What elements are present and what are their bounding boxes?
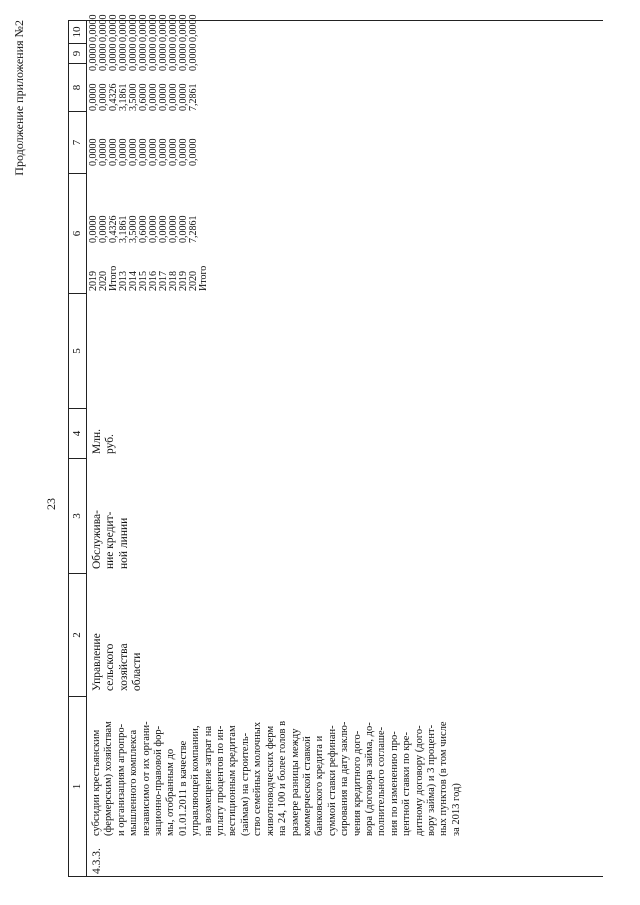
col8-cell: 0,4326 <box>108 83 119 111</box>
col7-cell: 0,0000 <box>138 138 149 166</box>
col6-cell: 0,0000 <box>98 215 109 243</box>
description-line: мы, отобранным до <box>165 748 177 836</box>
description-line: 01.01.2011 в качестве <box>177 740 189 836</box>
col8-cell: 3,1861 <box>118 83 129 111</box>
col7-cell: 0,0000 <box>188 138 199 166</box>
executor-line: Управление <box>91 633 103 691</box>
header-col-5: 5 <box>69 293 86 408</box>
appendix-label: Продолжение приложения №2 <box>12 20 26 176</box>
col7-cell: 0,0000 <box>108 138 119 166</box>
description-line: полнительного соглаше- <box>376 726 388 836</box>
description-line: чения кредитного дого- <box>351 730 363 836</box>
description-line: суммой ставки рефинан- <box>326 725 338 836</box>
header-col-1: 1 <box>69 696 86 876</box>
year-cell: 2017 <box>158 271 169 291</box>
description-line: вора (договора займа, до- <box>363 722 375 836</box>
col8-cell: 0,0000 <box>158 83 169 111</box>
year-cell: 2014 <box>128 271 139 291</box>
description-line: (фермерским) хозяйствам <box>103 721 115 836</box>
col8-cell: 0,0000 <box>148 83 159 111</box>
description-line: и организациям агропро- <box>115 723 127 836</box>
year-cell: 2019 <box>178 271 189 291</box>
description-line: мышленного комплекса <box>128 729 140 836</box>
unit-line: Млн. <box>91 429 103 454</box>
col6-cell: 3,5000 <box>128 215 139 243</box>
header-col-9: 9 <box>69 43 86 63</box>
col9-values <box>89 41 199 71</box>
header-col-3: 3 <box>69 458 86 573</box>
header-col-2: 2 <box>69 573 86 696</box>
header-col-10: 10 <box>71 26 83 38</box>
description-line: центной ставки по кре- <box>401 732 413 836</box>
col7-cell: 0,0000 <box>128 138 139 166</box>
description-line: размере разницы между <box>289 728 301 836</box>
col9-cell: 0,0000 <box>108 43 119 71</box>
header-col-4: 4 <box>69 408 86 458</box>
description-line: (займам) на строитель- <box>239 732 251 836</box>
description-line: зационно-правовой фор- <box>153 725 165 836</box>
col8-cell: 3,5000 <box>128 83 139 111</box>
col8-cell: 0,0000 <box>168 83 179 111</box>
col9-cell: 0,0000 <box>128 43 139 71</box>
page-number: 23 <box>44 498 58 510</box>
col10-values <box>88 14 199 42</box>
col6-cell: 3,1861 <box>118 215 129 243</box>
col6-cell: 0,4326 <box>108 215 119 243</box>
col6-cell: 7,2861 <box>188 215 199 243</box>
description-line: ных пунктов (в том числе <box>438 721 450 836</box>
years-list <box>89 251 209 291</box>
col9-cell: 0,0000 <box>118 43 129 71</box>
year-cell: 2016 <box>148 271 159 291</box>
col6-cell: 0,0000 <box>168 215 179 243</box>
description-line: сирования на дату заклю- <box>339 721 351 836</box>
table-header <box>69 21 87 876</box>
description-line: на 24, 100 и более голов в <box>277 720 289 836</box>
col7-cell: 0,0000 <box>168 138 179 166</box>
year-cell: Итого <box>198 265 209 291</box>
description-line: вестиционным кредитам <box>227 725 239 836</box>
header-col-6: 6 <box>69 173 86 293</box>
col10-cell: 0,0000 <box>88 14 99 42</box>
col9-cell: 0,0000 <box>88 43 99 71</box>
col9-cell: 0,0000 <box>148 43 159 71</box>
description-line: независимо от их органи- <box>140 721 152 836</box>
year-cell: 2013 <box>118 271 129 291</box>
row-expense-type <box>91 459 131 569</box>
col8-cell: 0,0000 <box>178 83 189 111</box>
col9-cell: 0,0000 <box>138 43 149 71</box>
expense-line: Обслужива- <box>91 510 103 569</box>
description-line: дитному договору (дого- <box>413 725 425 836</box>
col8-cell: 0,6000 <box>138 83 149 111</box>
col7-cell: 0,0000 <box>178 138 189 166</box>
description-line: уплату процентов по ин- <box>215 725 227 836</box>
description-line: коммерческой ставкой <box>301 736 313 836</box>
col7-cell: 0,0000 <box>158 138 169 166</box>
col6-values <box>89 183 199 243</box>
col9-cell: 0,0000 <box>98 43 109 71</box>
expense-line: ние кредит- <box>104 511 117 569</box>
year-cell: 2019 <box>88 271 99 291</box>
col9-cell: 0,0000 <box>168 43 179 71</box>
year-cell: 2015 <box>138 271 149 291</box>
col10-cell: 0,0000 <box>148 14 159 42</box>
executor-line: сельского <box>104 643 117 691</box>
expense-line: ной линии <box>117 517 130 569</box>
year-cell: Итого <box>108 265 119 291</box>
col9-cell: 0,0000 <box>158 43 169 71</box>
year-cell: 2018 <box>168 271 179 291</box>
executor-line: области <box>130 652 143 691</box>
col10-cell: 0,0000 <box>188 14 199 42</box>
col8-cell: 7,2861 <box>188 83 199 111</box>
col10-cell: 0,0000 <box>138 14 149 42</box>
executor-line: хозяйства <box>117 643 130 691</box>
description-line: субсидии крестьянским <box>91 729 102 836</box>
col6-cell: 0,0000 <box>178 215 189 243</box>
col10-cell: 0,0000 <box>158 14 169 42</box>
row-unit <box>91 409 118 454</box>
col7-values <box>89 111 199 166</box>
description-line: управляющей компании, <box>190 725 202 836</box>
unit-line: руб. <box>104 434 117 454</box>
row-description <box>91 694 463 836</box>
col7-cell: 0,0000 <box>148 138 159 166</box>
col6-cell: 0,0000 <box>158 215 169 243</box>
col9-cell: 0,0000 <box>188 43 199 71</box>
col7-cell: 0,0000 <box>88 138 99 166</box>
data-table <box>68 14 603 877</box>
col8-cell: 0,0000 <box>98 83 109 111</box>
col10-cell: 0,0000 <box>118 14 129 42</box>
col7-cell: 0,0000 <box>98 138 109 166</box>
col6-cell: 0,0000 <box>88 215 99 243</box>
year-cell: 2020 <box>98 271 109 291</box>
header-col-8: 8 <box>69 63 86 111</box>
description-line: за 2013 год) <box>450 783 462 836</box>
row-executor <box>91 576 144 691</box>
header-col-7: 7 <box>69 111 86 173</box>
col10-cell: 0,0000 <box>108 14 119 42</box>
col9-cell: 0,0000 <box>178 43 189 71</box>
col8-cell: 0,0000 <box>88 83 99 111</box>
description-line: животноводческих ферм <box>264 725 276 836</box>
col6-cell: 0,0000 <box>148 215 159 243</box>
description-line: вору займа) и 3 процент- <box>425 724 437 836</box>
col10-cell: 0,0000 <box>168 14 179 42</box>
description-line: банковского кредита и <box>314 735 326 836</box>
col10-cell: 0,0000 <box>98 14 109 42</box>
col10-cell: 0,0000 <box>178 14 189 42</box>
row-number: 4.3.3. <box>91 848 103 874</box>
col7-cell: 0,0000 <box>118 138 129 166</box>
year-cell: 2020 <box>188 271 199 291</box>
description-line: ство семейных молочных <box>252 721 264 836</box>
col6-cell: 0,6000 <box>138 215 149 243</box>
description-line: ния по изменению про- <box>388 731 400 836</box>
description-line: на возмещение затрат на <box>202 726 214 836</box>
col10-cell: 0,0000 <box>128 14 139 42</box>
